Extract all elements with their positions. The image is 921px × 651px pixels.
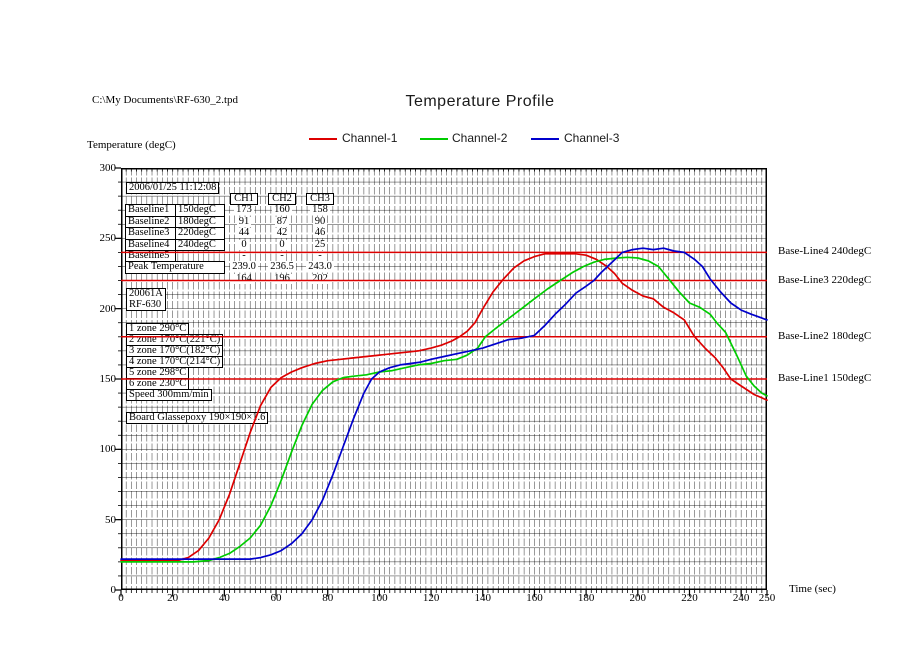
row-3-ch3: 25 [314, 238, 326, 250]
baseline-label-240: Base-Line4 240degC [778, 245, 872, 258]
device-id-box [126, 288, 166, 311]
row-label-1: Baseline2 [125, 216, 176, 228]
row-4-ch1: - [242, 249, 246, 261]
row-6-ch2: 196 [274, 272, 290, 284]
col-header-ch3: CH3 [301, 193, 339, 204]
y-axis-title: Temperature (degC) [87, 139, 176, 151]
file-path: C:\My Documents\RF-630_2.tpd [92, 94, 239, 106]
x-tick-40: 40 [218, 592, 230, 604]
device-line: 20061A [129, 288, 163, 299]
zone-line-2: 2 zone 170°C(221°C) [126, 334, 223, 346]
row-label-2: Baseline3 [125, 227, 176, 239]
row-0-ch1: 173 [236, 204, 252, 216]
row-5-ch3: 243.0 [308, 261, 332, 273]
row-4-ch3: - [318, 249, 322, 261]
y-tick-50: 50 [105, 513, 116, 526]
x-tick-140: 140 [474, 592, 491, 604]
legend-label-channel-3: Channel-3 [564, 131, 620, 145]
baseline-label-150: Base-Line1 150degC [778, 372, 872, 384]
row-setpoint-3: 240degC [175, 239, 225, 251]
row-1-ch3: 90 [314, 215, 326, 227]
row-6-ch1: 164 [236, 272, 252, 284]
table-corner2 [176, 193, 225, 204]
zone-line-4: 4 zone 170°C(214°C) [126, 356, 223, 368]
row-label-6 [126, 273, 225, 284]
row-2-ch1: 44 [238, 227, 250, 239]
x-tick-0: 0 [118, 592, 124, 604]
zone-line-7: Speed 300mm/min [126, 389, 212, 401]
baseline-label-220: Base-Line3 220degC [778, 273, 872, 286]
row-1-ch2: 87 [276, 215, 288, 227]
table-corner [126, 193, 176, 204]
row-3-ch2: 0 [279, 238, 285, 250]
x-axis-title: Time (sec) [789, 583, 836, 595]
device-block [126, 288, 166, 312]
row-5-ch2: 236.5 [270, 261, 294, 273]
chart-title: Temperature Profile [405, 93, 555, 110]
zone-line-1: 1 zone 290°C [126, 323, 189, 335]
y-tick-150: 150 [99, 373, 116, 385]
legend-swatch-channel-1 [309, 138, 337, 140]
row-0-ch2: 160 [274, 204, 290, 216]
row-setpoint-2: 220degC [175, 227, 225, 239]
row-0-ch3: 158 [312, 204, 328, 216]
zone-line-3: 3 zone 170°C(182°C) [126, 345, 223, 357]
y-tick-250: 250 [99, 232, 116, 245]
baseline-table [126, 193, 339, 284]
legend-label-channel-2: Channel-2 [452, 131, 508, 145]
row-5-ch1: 239.0 [232, 261, 256, 273]
row-4-ch2: - [280, 249, 284, 261]
row-setpoint-0: 150degC [175, 204, 225, 216]
row-3-ch1: 0 [241, 238, 247, 250]
row-6-ch3: 202 [312, 272, 328, 284]
x-tick-250: 250 [758, 592, 776, 604]
capture-datetime: 2006/01/25 11:12:08 [126, 177, 219, 195]
board-spec: Board Glassepoxy 190×190×1.6 [126, 407, 268, 425]
row-2-ch2: 42 [276, 227, 288, 239]
x-tick-200: 200 [629, 592, 647, 604]
x-tick-220: 220 [681, 592, 698, 604]
legend-label-channel-1: Channel-1 [342, 131, 398, 145]
y-tick-200: 200 [99, 302, 116, 315]
x-tick-100: 100 [371, 592, 388, 604]
y-tick-300: 300 [99, 162, 116, 174]
col-header-ch2: CH2 [263, 193, 301, 204]
legend-swatch-channel-3 [531, 138, 559, 140]
y-tick-100: 100 [99, 443, 116, 456]
row-setpoint-4 [176, 250, 225, 261]
row-label-4: Baseline5 [125, 250, 176, 262]
x-tick-240: 240 [732, 592, 750, 604]
row-label-5: Peak Temperature [125, 261, 225, 273]
x-tick-180: 180 [577, 592, 595, 604]
zone-settings [126, 324, 223, 401]
x-tick-60: 60 [270, 592, 282, 604]
x-tick-120: 120 [422, 592, 440, 604]
row-setpoint-1: 180degC [175, 216, 225, 228]
row-1-ch1: 91 [238, 215, 250, 227]
x-tick-20: 20 [167, 592, 179, 604]
row-label-0: Baseline1 [125, 204, 176, 216]
device-line: RF-630 [129, 298, 162, 310]
x-tick-80: 80 [322, 592, 334, 604]
row-2-ch3: 46 [314, 227, 326, 239]
x-tick-160: 160 [526, 592, 543, 604]
zone-line-6: 6 zone 230°C [126, 378, 189, 390]
col-header-ch1: CH1 [225, 193, 263, 204]
baseline-label-180: Base-Line2 180degC [778, 329, 872, 342]
y-tick-0: 0 [110, 584, 116, 596]
row-label-3: Baseline4 [125, 239, 176, 251]
zone-line-5: 5 zone 298°C [126, 367, 189, 379]
legend-swatch-channel-2 [420, 138, 448, 140]
